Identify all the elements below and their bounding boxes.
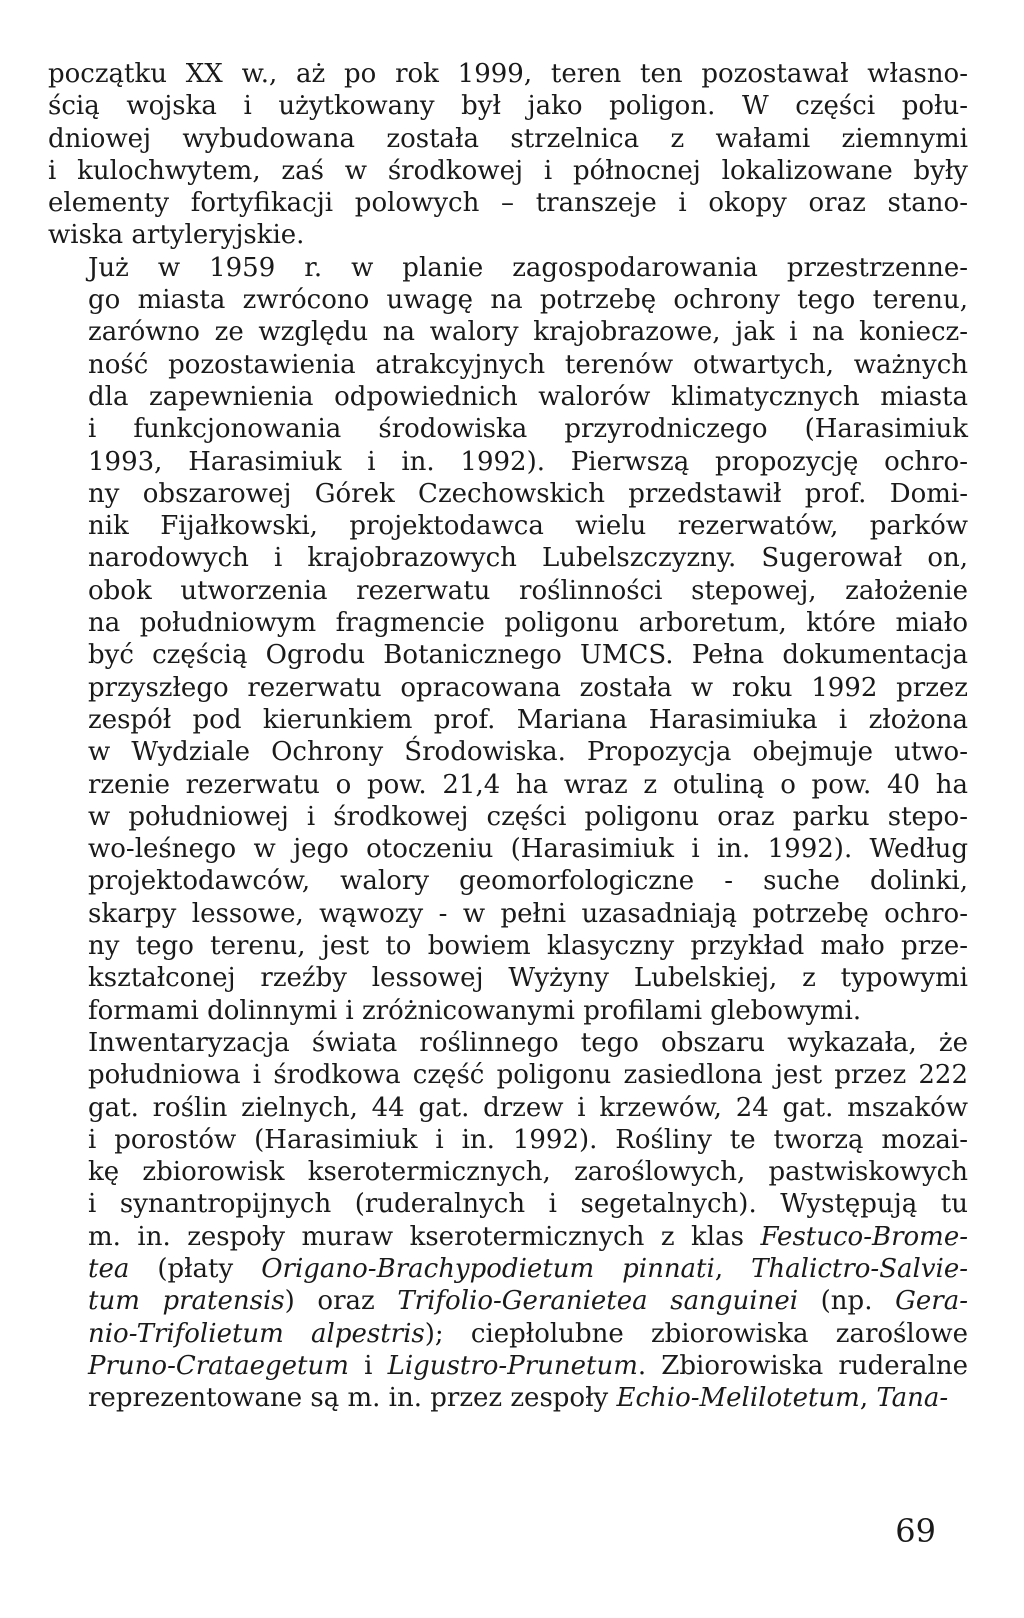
text-line: południowa i środkowa część poligonu zasiedlona jest przez 222 (88, 1060, 968, 1091)
text-line: 1993, Harasimiuk i in. 1992). Pierwszą propozycję ochro- (88, 446, 968, 477)
text-line: tea (płaty Origano-Brachypodietum pinnati, Thalictro-Salvie- (88, 1253, 968, 1284)
text-line: wo-leśnego w jego otoczeniu (Harasimiuk i in. 1992). Według (88, 834, 968, 865)
text-line: Już w 1959 r. w planie zagospodarowania przestrzenne- (88, 252, 968, 283)
text-line: Pruno-Crataegetum i Ligustro-Prunetum. Zbiorowiska ruderalne (88, 1350, 968, 1381)
text-line: wiska artyleryjskie. (48, 220, 305, 251)
text-line: obok utworzenia rezerwatu roślinności stepowej, założenie (88, 575, 968, 606)
text-line: Inwentaryzacja świata roślinnego tego obszaru wykazała, że (88, 1027, 968, 1058)
text-line: skarpy lessowe, wąwozy - w pełni uzasadniają potrzebę ochro- (88, 898, 968, 929)
document-page (48, 58, 968, 1414)
text-line: tum pratensis) oraz Trifolio-Geranietea sanguinei (np. Gera- (88, 1286, 968, 1317)
text-line: gat. roślin zielnych, 44 gat. drzew i krzewów, 24 gat. mszaków (88, 1092, 968, 1123)
text-line: i funkcjonowania środowiska przyrodniczego (Harasimiuk (88, 414, 968, 445)
paragraph-1 (48, 58, 968, 252)
text-line: i porostów (Harasimiuk i in. 1992). Rośliny te tworzą mozai- (88, 1124, 968, 1155)
text-line: początku XX w., aż po rok 1999, teren ten pozostawał własno- (48, 59, 968, 89)
text-line: m. in. zespoły muraw kserotermicznych z klas Festuco-Brome- (88, 1221, 968, 1252)
text-line: nio-Trifolietum alpestris); ciepłolubne zbiorowiska zaroślowe (88, 1318, 968, 1349)
text-line: nik Fijałkowski, projektodawca wielu rezerwatów, parków (88, 511, 968, 542)
text-line: formami dolinnymi i zróżnicowanymi profilami glebowymi. (88, 995, 862, 1026)
text-line: i kulochwytem, zaś w środkowej i północnej lokalizowane były (48, 155, 968, 186)
text-line: dniowej wybudowana została strzelnica z wałami ziemnymi (48, 123, 968, 154)
page-number: 69 (895, 1512, 936, 1550)
text-line: na południowym fragmencie poligonu arboretum, które miało (88, 608, 968, 639)
text-line: w Wydziale Ochrony Środowiska. Propozycja obejmuje utwo- (88, 737, 968, 768)
text-line: w południowej i środkowej części poligonu oraz parku stepo- (88, 801, 968, 832)
text-line: narodowych i krajobrazowych Lubelszczyzny. Sugerował on, (88, 543, 968, 574)
text-line: ścią wojska i użytkowany był jako poligon. W części połu- (48, 91, 968, 122)
text-line: ny obszarowej Górek Czechowskich przedstawił prof. Domi- (88, 478, 968, 509)
text-line: ność pozostawienia atrakcyjnych terenów otwartych, ważnych (88, 349, 968, 380)
text-line: rzenie rezerwatu o pow. 21,4 ha wraz z otuliną o pow. 40 ha (88, 769, 968, 800)
text-line: reprezentowane są m. in. przez zespoły Echio-Melilotetum, Tana- (88, 1383, 949, 1414)
paragraph-3 (48, 1027, 968, 1415)
text-line: elementy fortyfikacji polowych – transzeje i okopy oraz stano- (48, 188, 968, 219)
text-line: dla zapewnienia odpowiednich walorów klimatycznych miasta (88, 381, 968, 412)
text-line: zespół pod kierunkiem prof. Mariana Harasimiuka i złożona (88, 704, 968, 735)
text-line: przyszłego rezerwatu opracowana została w roku 1992 przez (88, 672, 968, 703)
text-line: zarówno ze względu na walory krajobrazowe, jak i na koniecz- (88, 317, 968, 348)
text-line: projektodawców, walory geomorfologiczne - suche dolinki, (88, 866, 968, 897)
text-line: kę zbiorowisk kserotermicznych, zaroślowych, pastwiskowych (88, 1157, 968, 1188)
text-line: być częścią Ogrodu Botanicznego UMCS. Pełna dokumentacja (88, 640, 968, 671)
text-line: go miasta zwrócono uwagę na potrzebę ochrony tego terenu, (88, 285, 968, 316)
paragraph-2 (48, 252, 968, 1027)
text-line: kształconej rzeźby lessowej Wyżyny Lubelskiej, z typowymi (88, 963, 968, 994)
text-line: ny tego terenu, jest to bowiem klasyczny przykład mało prze- (88, 931, 968, 962)
text-line: i synantropijnych (ruderalnych i segetalnych). Występują tu (88, 1189, 968, 1220)
